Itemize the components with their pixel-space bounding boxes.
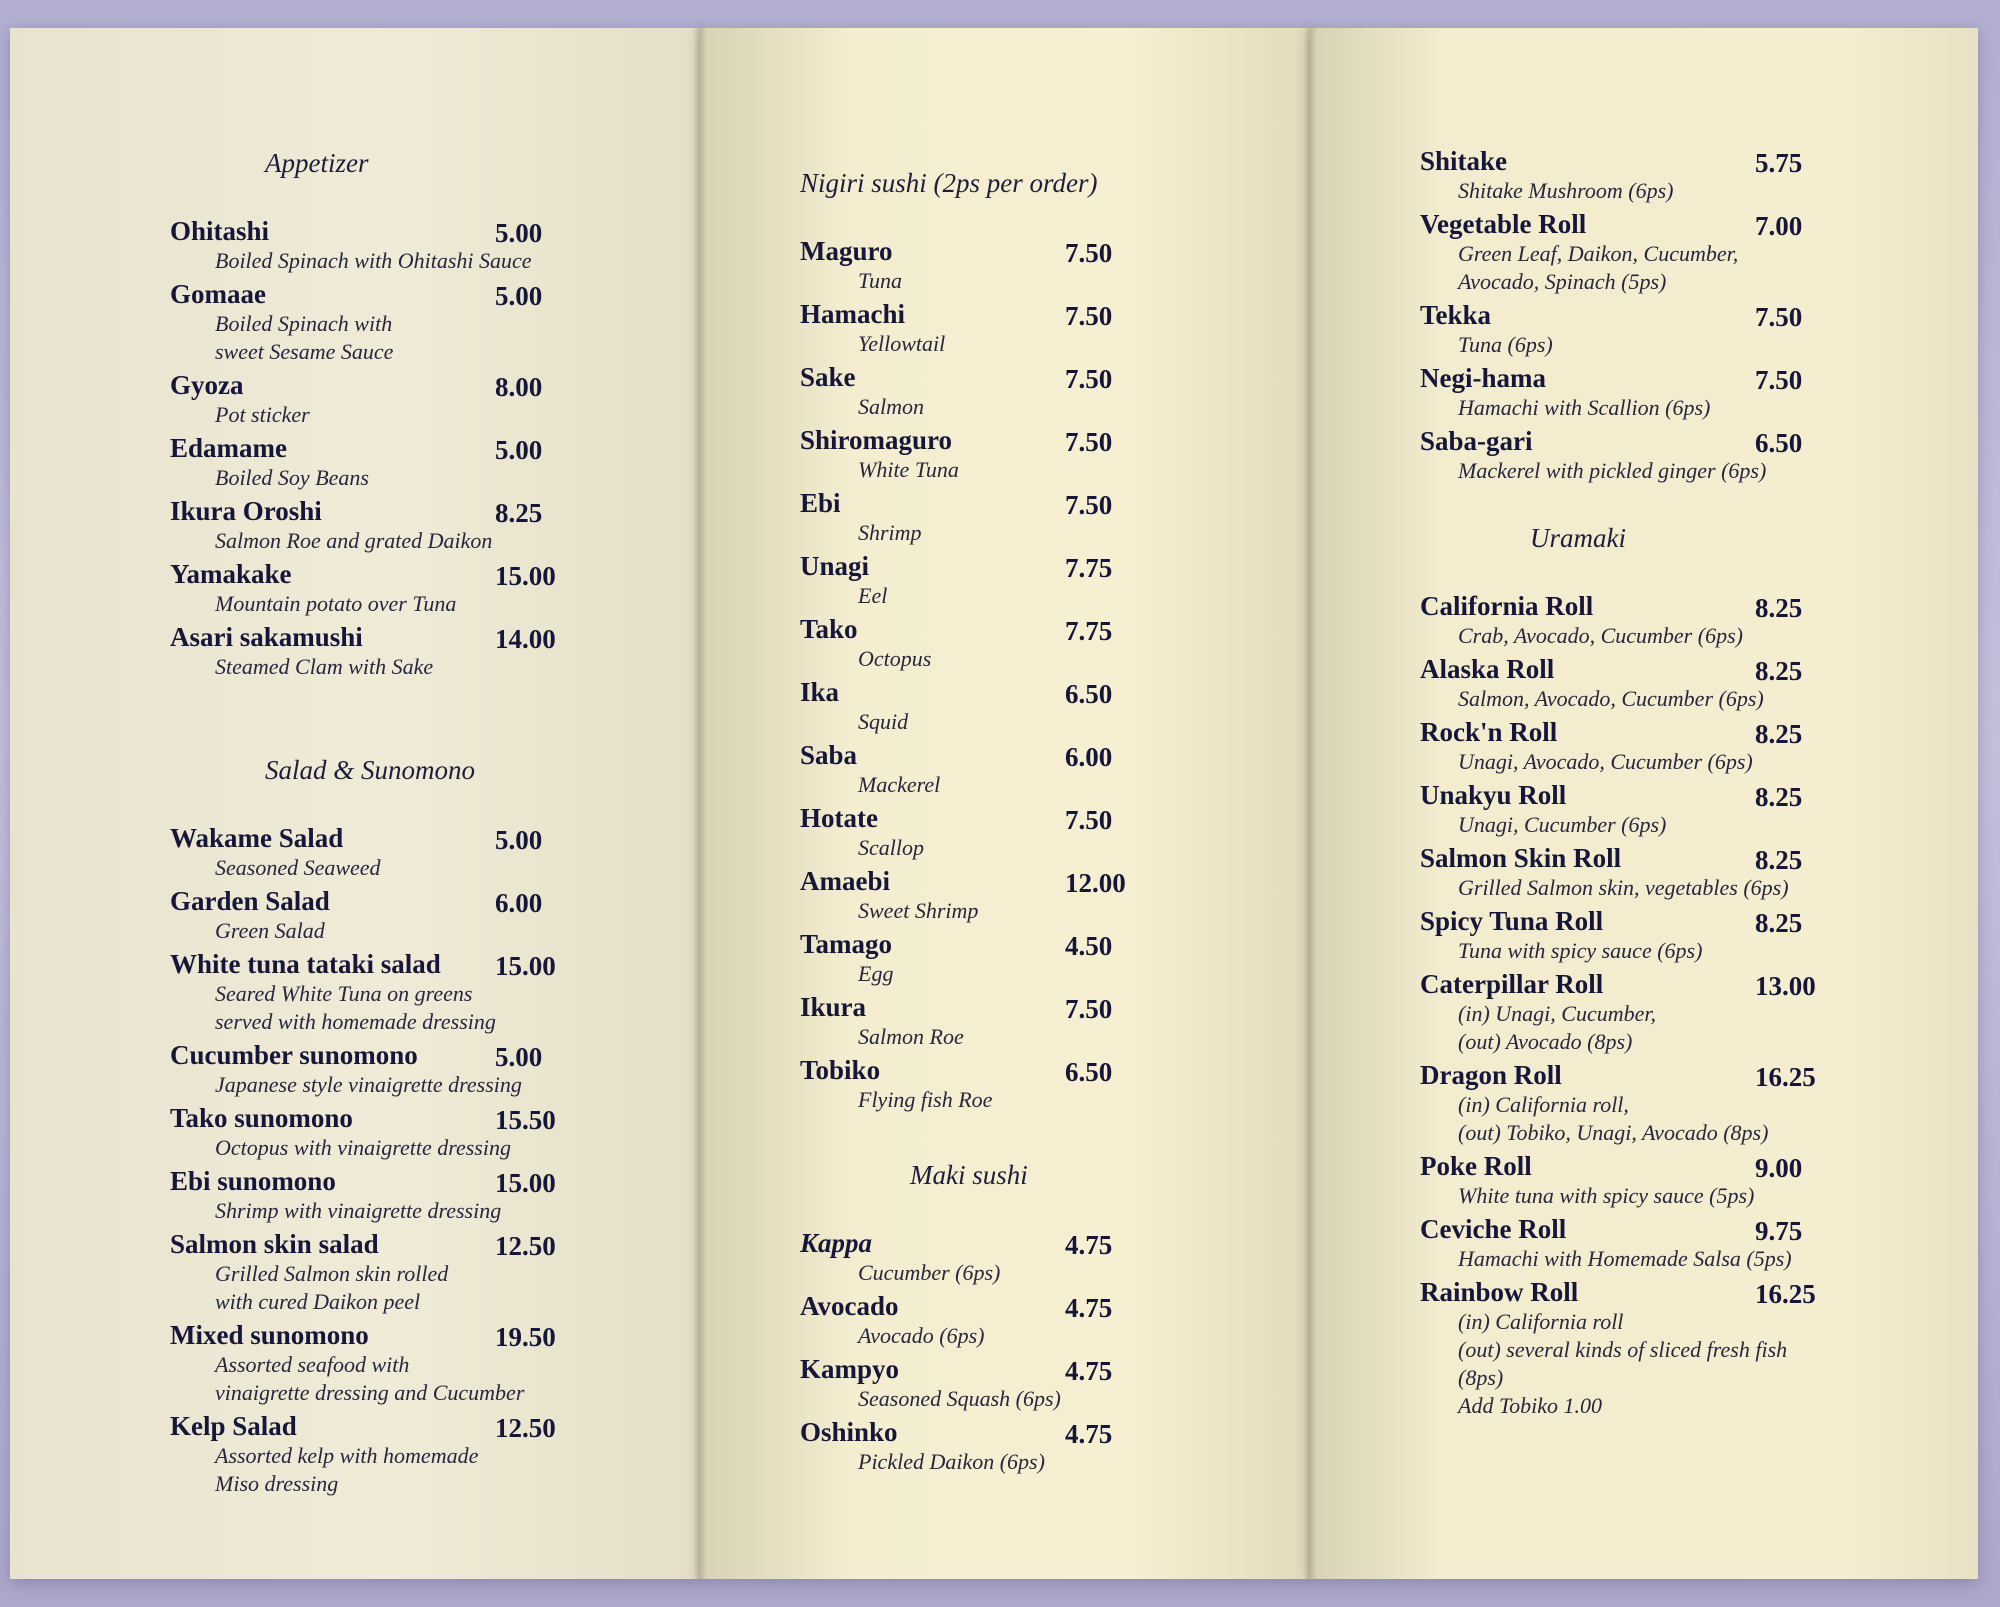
menu-panel-middle (700, 28, 1310, 1579)
menu-item (800, 1228, 1280, 1287)
menu-item-name: Shitake (1420, 146, 1508, 176)
menu-item-description: (out) Tobiko, Unagi, Avocado (8ps) (1458, 1120, 1769, 1145)
menu-item-price: 12.00 (1065, 868, 1126, 898)
menu-item-price: 14.00 (495, 624, 556, 654)
menu-item-price: 8.25 (1755, 845, 1803, 875)
menu-item-name: Caterpillar Roll (1420, 969, 1604, 999)
menu-item-description: Shrimp (858, 520, 922, 545)
menu-item-name: Rainbow Roll (1420, 1277, 1579, 1307)
section-title-maki: Maki sushi (910, 1160, 1028, 1190)
menu-item-description: White tuna with spicy sauce (5ps) (1458, 1183, 1755, 1208)
menu-item-name: Ceviche Roll (1420, 1214, 1567, 1244)
menu-item (170, 1040, 660, 1099)
menu-item-description: served with homemade dressing (215, 1009, 496, 1034)
menu-item-description: Salmon Roe (858, 1024, 964, 1049)
menu-item-description: Sweet Shrimp (858, 898, 979, 923)
menu-item (170, 622, 660, 681)
menu-item-description: sweet Sesame Sauce (215, 339, 394, 364)
menu-item-name: Kelp Salad (170, 1411, 297, 1441)
section-title-nigiri: Nigiri sushi (2ps per order) (800, 168, 1098, 198)
menu-item-price: 7.50 (1065, 364, 1113, 394)
menu-item-description: Grilled Salmon skin, vegetables (6ps) (1458, 875, 1789, 900)
menu-item (1420, 969, 1948, 1056)
menu-item (1420, 300, 1948, 359)
menu-item-description: Boiled Spinach with Ohitashi Sauce (215, 248, 532, 273)
menu-item (1420, 426, 1948, 485)
menu-item-name: California Roll (1420, 591, 1594, 621)
menu-item-description: Tuna (858, 268, 903, 293)
menu-item-description: (in) California roll, (1458, 1092, 1629, 1117)
menu-item-price: 8.25 (1755, 593, 1803, 623)
menu-item-price: 7.50 (1065, 805, 1113, 835)
menu-item-description: Boiled Soy Beans (215, 465, 369, 490)
menu-item-price: 12.50 (495, 1413, 556, 1443)
menu-item-description: Japanese style vinaigrette dressing (215, 1072, 522, 1097)
menu-item-description: Hamachi with Homemade Salsa (5ps) (1458, 1246, 1792, 1271)
menu-panel-right (1310, 28, 1978, 1579)
menu-item-price: 6.00 (495, 888, 543, 918)
menu-item-price: 13.00 (1755, 971, 1816, 1001)
menu-item-name: Amaebi (800, 866, 890, 896)
menu-item-name: Spicy Tuna Roll (1420, 906, 1604, 936)
menu-item (170, 216, 660, 275)
menu-item-description: vinaigrette dressing and Cucumber (215, 1380, 525, 1405)
menu-item (170, 559, 660, 618)
menu-item-description: Yellowtail (858, 331, 946, 356)
menu-item-description: Salmon Roe and grated Daikon (215, 528, 493, 553)
maki-continued-list (1420, 146, 1948, 485)
menu-item-price: 4.75 (1065, 1293, 1113, 1323)
menu-item (800, 425, 1280, 484)
menu-item-description: Avocado (6ps) (858, 1323, 985, 1348)
menu-item-description: White Tuna (858, 457, 959, 482)
menu-item (1420, 209, 1948, 296)
menu-item-name: Avocado (800, 1291, 899, 1321)
menu-item-description: Tuna with spicy sauce (6ps) (1458, 938, 1703, 963)
menu-item-name: Wakame Salad (170, 823, 344, 853)
menu-item-name: Tekka (1420, 300, 1492, 330)
menu-item-description: Squid (858, 709, 909, 734)
menu-item-name: Saba-gari (1420, 426, 1533, 456)
menu-item-price: 4.75 (1065, 1419, 1113, 1449)
menu-item-price: 15.00 (495, 951, 556, 981)
menu-item-price: 4.75 (1065, 1356, 1113, 1386)
menu-item-price: 16.25 (1755, 1279, 1816, 1309)
menu-item-description: with cured Daikon peel (215, 1289, 421, 1314)
menu-item-price: 7.50 (1065, 238, 1113, 268)
menu-item-name: Ebi (800, 488, 841, 518)
menu-item (800, 1055, 1280, 1114)
menu-item-description: (out) several kinds of sliced fresh fish (1458, 1337, 1788, 1362)
menu-item-name: Maguro (800, 236, 893, 266)
menu-item-price: 12.50 (495, 1231, 556, 1261)
nigiri-list (800, 236, 1280, 1114)
menu-item (800, 803, 1280, 862)
menu-item-name: Kampyo (800, 1354, 900, 1384)
menu-item-description: Avocado, Spinach (5ps) (1458, 269, 1667, 294)
menu-item (170, 370, 660, 429)
menu-item-description: Steamed Clam with Sake (215, 654, 434, 679)
menu-item-price: 5.00 (495, 435, 543, 465)
menu-item (170, 823, 660, 882)
section-title-uramaki: Uramaki (1530, 523, 1626, 553)
menu-item-price: 16.25 (1755, 1062, 1816, 1092)
menu-item-name: Cucumber sunomono (170, 1040, 418, 1070)
menu-item (1420, 1060, 1948, 1147)
menu-item-description: Shitake Mushroom (6ps) (1458, 178, 1674, 203)
menu-item (1420, 146, 1948, 205)
menu-item-price: 5.75 (1755, 148, 1803, 178)
menu-item-description: Assorted seafood with (215, 1352, 410, 1377)
menu-item (800, 1291, 1280, 1350)
menu-item-name: Yamakake (170, 559, 292, 589)
menu-item (800, 1354, 1280, 1413)
menu-item (170, 1411, 660, 1498)
menu-item-price: 15.50 (495, 1105, 556, 1135)
menu-item (170, 949, 660, 1036)
menu-item-price: 6.50 (1065, 679, 1113, 709)
menu-item-price: 7.00 (1755, 211, 1803, 241)
menu-item-description: Mackerel (858, 772, 941, 797)
menu-item-price: 8.25 (1755, 719, 1803, 749)
menu-item-description: Tuna (6ps) (1458, 332, 1553, 357)
menu-item-price: 4.75 (1065, 1230, 1113, 1260)
menu-item (800, 1417, 1280, 1476)
menu-item (800, 740, 1280, 799)
menu-item-price: 15.00 (495, 1168, 556, 1198)
menu-item-name: White tuna tataki salad (170, 949, 441, 979)
menu-item (170, 279, 660, 366)
fold-crease-right (1303, 28, 1317, 1579)
menu-item-name: Ikura Oroshi (170, 496, 322, 526)
menu-item-name: Hamachi (800, 299, 905, 329)
menu-item (170, 1166, 660, 1225)
menu-item-description: Pot sticker (215, 402, 310, 427)
menu-item-description: Miso dressing (215, 1471, 339, 1496)
menu-item-price: 9.00 (1755, 1153, 1803, 1183)
menu-item (800, 299, 1280, 358)
menu-item-name: Negi-hama (1420, 363, 1546, 393)
menu-item (800, 614, 1280, 673)
menu-item-price: 15.00 (495, 561, 556, 591)
menu-item-description: Crab, Avocado, Cucumber (6ps) (1458, 623, 1743, 648)
menu-item-price: 8.00 (495, 372, 543, 402)
menu-item-price: 8.25 (1755, 656, 1803, 686)
menu-item-description: Pickled Daikon (6ps) (858, 1449, 1045, 1474)
menu-item (170, 1103, 660, 1162)
menu-item-name: Vegetable Roll (1420, 209, 1587, 239)
menu-item-description: Assorted kelp with homemade (215, 1443, 479, 1468)
menu-item (170, 433, 660, 492)
menu-item-name: Tako (800, 614, 858, 644)
menu-item-name: Rock'n Roll (1420, 717, 1558, 747)
menu-item-name: Hotate (800, 803, 878, 833)
menu-item-description: Shrimp with vinaigrette dressing (215, 1198, 502, 1223)
menu-item-description: Mackerel with pickled ginger (6ps) (1458, 458, 1767, 483)
section-title-appetizer: Appetizer (265, 148, 369, 178)
menu-item-name: Salmon Skin Roll (1420, 843, 1622, 873)
menu-item (1420, 1214, 1948, 1273)
menu-item-price: 6.50 (1065, 1057, 1113, 1087)
menu-item-description: Green Leaf, Daikon, Cucumber, (1458, 241, 1739, 266)
menu-item-price: 6.50 (1755, 428, 1803, 458)
menu-item-description: Add Tobiko 1.00 (1458, 1393, 1603, 1418)
menu-item (1420, 591, 1948, 650)
menu-item-price: 8.25 (1755, 908, 1803, 938)
menu-item-description: (in) California roll (1458, 1309, 1624, 1334)
menu-item-price: 7.50 (1065, 301, 1113, 331)
menu-item (170, 886, 660, 945)
menu-item-price: 5.00 (495, 825, 543, 855)
menu-item-name: Tobiko (800, 1055, 881, 1085)
menu-item-price: 5.00 (495, 218, 543, 248)
menu-panel-left (10, 28, 700, 1579)
menu-item (1420, 717, 1948, 776)
menu-item-price: 7.50 (1755, 365, 1803, 395)
menu-item-description: Boiled Spinach with (215, 311, 393, 336)
menu-item-name: Kappa (800, 1228, 873, 1258)
menu-item-description: Green Salad (215, 918, 325, 943)
menu-item (1420, 654, 1948, 713)
menu-item-name: Ika (800, 677, 840, 707)
menu-item-description: Grilled Salmon skin rolled (215, 1261, 449, 1286)
menu-item-name: Tako sunomono (170, 1103, 353, 1133)
menu-item (800, 236, 1280, 295)
menu-item (800, 677, 1280, 736)
menu-item-description: Mountain potato over Tuna (215, 591, 457, 616)
menu-item-description: (8ps) (1458, 1365, 1504, 1390)
menu-item (1420, 780, 1948, 839)
menu-item-description: Seasoned Seaweed (215, 855, 381, 880)
menu-item-name: Ebi sunomono (170, 1166, 336, 1196)
menu-item-price: 7.50 (1065, 994, 1113, 1024)
menu-item-name: Tamago (800, 929, 893, 959)
menu-item (1420, 1151, 1948, 1210)
menu-item-description: Seasoned Squash (6ps) (858, 1386, 1061, 1411)
menu-item-name: Garden Salad (170, 886, 330, 916)
menu-item-name: Unakyu Roll (1420, 780, 1567, 810)
menu-item-description: Unagi, Avocado, Cucumber (6ps) (1458, 749, 1753, 774)
menu-item (170, 1320, 660, 1407)
menu-item-price: 8.25 (495, 498, 543, 528)
menu-item-price: 7.50 (1755, 302, 1803, 332)
menu-item-price: 5.00 (495, 281, 543, 311)
menu-item-description: Unagi, Cucumber (6ps) (1458, 812, 1667, 837)
menu-item-description: Octopus (858, 646, 932, 671)
menu-item (800, 866, 1280, 925)
section-title-salad: Salad & Sunomono (265, 755, 476, 785)
menu-item-name: Saba (800, 740, 858, 770)
menu-item-price: 7.50 (1065, 427, 1113, 457)
menu-item-name: Oshinko (800, 1417, 898, 1447)
fold-crease-left (693, 28, 707, 1579)
menu-item-name: Salmon skin salad (170, 1229, 379, 1259)
menu-item-name: Gomaae (170, 279, 266, 309)
menu-item (800, 992, 1280, 1051)
menu-item-description: Octopus with vinaigrette dressing (215, 1135, 511, 1160)
menu-item-description: Scallop (858, 835, 924, 860)
menu-item-description: Cucumber (6ps) (858, 1260, 1001, 1285)
menu-item-name: Sake (800, 362, 856, 392)
menu-item-price: 4.50 (1065, 931, 1113, 961)
menu-item (800, 929, 1280, 988)
menu-item (800, 488, 1280, 547)
menu-item-name: Ikura (800, 992, 867, 1022)
menu-item-name: Mixed sunomono (170, 1320, 369, 1350)
menu-item-description: Seared White Tuna on greens (215, 981, 473, 1006)
appetizer-list (170, 216, 660, 681)
menu-item-description: Salmon, Avocado, Cucumber (6ps) (1458, 686, 1764, 711)
menu-item (800, 362, 1280, 421)
menu-item-name: Ohitashi (170, 216, 270, 246)
menu-item (800, 551, 1280, 610)
menu-item-price: 6.00 (1065, 742, 1113, 772)
menu-item-description: Eel (858, 583, 888, 608)
menu-item (170, 1229, 660, 1316)
menu-item-description: (in) Unagi, Cucumber, (1458, 1001, 1656, 1026)
uramaki-list (1420, 591, 1948, 1420)
menu-item-description: Flying fish Roe (858, 1087, 993, 1112)
menu-item-price: 7.50 (1065, 490, 1113, 520)
menu-item-name: Poke Roll (1420, 1151, 1532, 1181)
menu-item-description: (out) Avocado (8ps) (1458, 1029, 1633, 1054)
maki-list (800, 1228, 1280, 1476)
menu-item (1420, 1277, 1948, 1420)
menu-item-name: Alaska Roll (1420, 654, 1555, 684)
menu-item (1420, 843, 1948, 902)
menu-item-description: Egg (858, 961, 894, 986)
menu-item-price: 8.25 (1755, 782, 1803, 812)
menu-item-price: 19.50 (495, 1322, 556, 1352)
menu-item-price: 5.00 (495, 1042, 543, 1072)
menu-item-price: 7.75 (1065, 616, 1113, 646)
menu-item (1420, 906, 1948, 965)
menu-item-name: Dragon Roll (1420, 1060, 1562, 1090)
salad-list (170, 823, 660, 1498)
menu-item-price: 7.75 (1065, 553, 1113, 583)
menu-item-name: Shiromaguro (800, 425, 953, 455)
menu-item-name: Asari sakamushi (170, 622, 363, 652)
menu-item-name: Gyoza (170, 370, 244, 400)
menu-item (170, 496, 660, 555)
menu-item-description: Salmon (858, 394, 924, 419)
menu-item-name: Unagi (800, 551, 870, 581)
menu-item-name: Edamame (170, 433, 287, 463)
menu-item-description: Hamachi with Scallion (6ps) (1458, 395, 1711, 420)
menu-item (1420, 363, 1948, 422)
menu-item-price: 9.75 (1755, 1216, 1803, 1246)
